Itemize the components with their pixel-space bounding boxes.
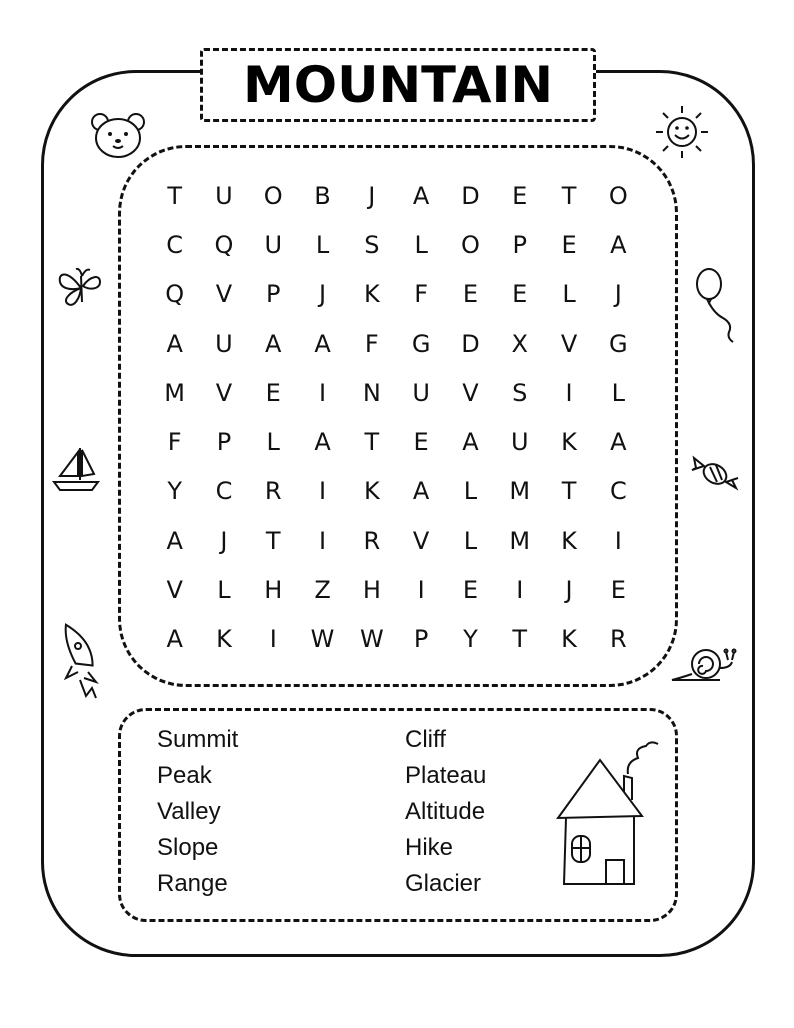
grid-letter: C: [215, 477, 233, 506]
grid-letter: E: [561, 230, 577, 259]
grid-letter: P: [413, 625, 429, 654]
sun-icon: [654, 104, 710, 160]
grid-letter: U: [264, 230, 283, 259]
grid-letter: K: [363, 280, 380, 309]
grid-letter: M: [509, 477, 531, 506]
grid-letter: T: [561, 181, 577, 210]
grid-letter: I: [319, 477, 327, 506]
word-item: Slope: [157, 834, 219, 861]
grid-letter: E: [512, 181, 528, 210]
grid-letter: U: [412, 378, 430, 407]
grid-letter: O: [460, 230, 480, 259]
word-item: Peak: [157, 762, 212, 789]
grid-letter: K: [561, 526, 577, 555]
bear-icon: [88, 110, 148, 160]
grid-letter: U: [215, 181, 233, 210]
grid-letter: O: [608, 181, 628, 210]
snail-icon: [670, 644, 740, 686]
grid-letter: C: [166, 230, 184, 259]
grid-letter: A: [265, 329, 282, 358]
candy-icon: [690, 452, 740, 496]
grid-letter: V: [412, 526, 430, 555]
grid-letter: R: [264, 477, 282, 506]
grid-letter: V: [215, 378, 233, 407]
butterfly-icon: [56, 266, 106, 312]
grid-letter: E: [462, 280, 479, 309]
grid-letter: D: [461, 329, 480, 358]
grid-letter: V: [462, 378, 479, 407]
grid-letter: J: [319, 280, 327, 309]
grid-letter: L: [562, 280, 576, 309]
sailboat-icon: [52, 444, 102, 494]
grid-letter: M: [509, 526, 531, 555]
grid-letter: R: [363, 526, 381, 555]
grid-letter: I: [319, 378, 327, 407]
grid-letter: J: [220, 526, 228, 555]
grid-letter: K: [216, 625, 232, 654]
grid-letter: L: [266, 428, 280, 457]
grid-letter: V: [166, 576, 183, 605]
letter-grid: [150, 171, 645, 664]
grid-letter: C: [609, 477, 627, 506]
grid-letter: A: [412, 477, 430, 506]
grid-letter: Q: [165, 280, 185, 309]
grid-letter: I: [565, 378, 573, 407]
grid-letter: O: [263, 181, 283, 210]
grid-letter: N: [362, 378, 381, 407]
grid-letter: L: [463, 477, 478, 506]
grid-letter: I: [614, 526, 622, 555]
grid-letter: L: [217, 576, 231, 605]
word-list-left: [157, 722, 238, 902]
grid-letter: P: [512, 230, 527, 259]
grid-letter: B: [314, 181, 331, 210]
grid-letter: A: [166, 625, 183, 654]
grid-letter: A: [314, 428, 331, 457]
grid-letter: H: [362, 576, 381, 605]
grid-letter: S: [512, 378, 528, 407]
grid-letter: E: [265, 378, 281, 407]
word-item: Summit: [157, 726, 239, 753]
word-item: Valley: [157, 798, 221, 825]
grid-letter: L: [315, 230, 330, 259]
grid-letter: T: [265, 526, 281, 555]
grid-letter: Y: [167, 477, 182, 506]
grid-letter: U: [510, 428, 529, 457]
grid-letter: V: [215, 280, 233, 309]
grid-letter: F: [364, 329, 379, 358]
grid-letter: J: [614, 280, 622, 309]
grid-letter: A: [314, 329, 331, 358]
grid-letter: I: [269, 625, 277, 654]
grid-letter: T: [167, 181, 182, 210]
grid-letter: K: [561, 625, 577, 654]
grid-letter: U: [215, 329, 233, 358]
grid-letter: T: [561, 477, 577, 506]
rocket-icon: [62, 618, 104, 702]
grid-letter: J: [368, 181, 376, 210]
grid-letter: Q: [214, 230, 234, 259]
grid-letter: A: [462, 428, 479, 457]
grid-letter: E: [413, 428, 429, 457]
grid-letter: W: [359, 625, 384, 654]
grid-letter: J: [565, 576, 573, 605]
word-item: Plateau: [405, 762, 487, 789]
grid-letter: T: [364, 428, 380, 457]
grid-letter: E: [512, 280, 528, 309]
grid-letter: A: [166, 526, 183, 555]
grid-letter: A: [610, 428, 627, 457]
grid-letter: L: [611, 378, 625, 407]
balloon-icon: [693, 266, 741, 344]
grid-letter: E: [610, 576, 626, 605]
grid-letter: D: [461, 181, 480, 210]
word-item: Glacier: [405, 870, 482, 897]
grid-letter: F: [414, 280, 429, 309]
grid-letter: P: [216, 428, 232, 457]
grid-letter: G: [609, 329, 628, 358]
grid-letter: W: [310, 625, 335, 654]
grid-letter: I: [516, 576, 524, 605]
word-item: Range: [157, 870, 228, 897]
grid-letter: S: [364, 230, 380, 259]
grid-letter: I: [417, 576, 425, 605]
grid-letter: K: [363, 477, 380, 506]
grid-letter: L: [463, 526, 478, 555]
grid-letter: T: [512, 625, 528, 654]
grid-letter: M: [164, 378, 185, 407]
grid-letter: V: [560, 329, 578, 358]
grid-letter: Y: [463, 625, 478, 654]
word-item: Altitude: [405, 798, 486, 825]
grid-letter: E: [462, 576, 479, 605]
grid-letter: P: [266, 280, 281, 309]
word-item: Cliff: [405, 726, 446, 753]
word-item: Hike: [405, 834, 454, 861]
grid-letter: R: [609, 625, 627, 654]
grid-letter: G: [411, 329, 431, 358]
grid-letter: H: [264, 576, 283, 605]
page-title: MOUNTAIN: [242, 56, 554, 114]
grid-letter: L: [414, 230, 428, 259]
grid-letter: Z: [314, 576, 331, 605]
grid-letter: A: [610, 230, 627, 259]
grid-letter: A: [166, 329, 183, 358]
grid-letter: I: [319, 526, 327, 555]
grid-letter: K: [561, 428, 577, 457]
grid-letter: X: [511, 329, 528, 358]
grid-letter: A: [412, 181, 430, 210]
word-list-right: [405, 722, 486, 902]
house-icon: [554, 738, 666, 888]
title-banner: [200, 48, 596, 122]
grid-letter: F: [167, 428, 182, 457]
